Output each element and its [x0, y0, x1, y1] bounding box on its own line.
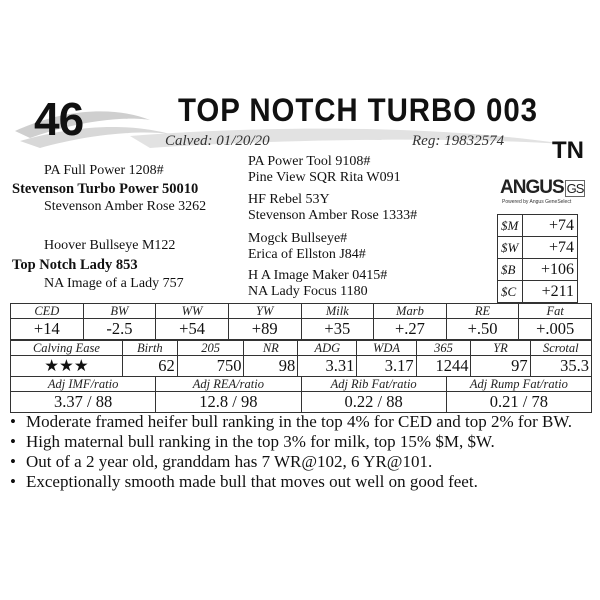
pedigree-sire-sire-dam: Pine View SQR Rita W091 — [248, 170, 401, 185]
epd-header-row — [11, 304, 592, 319]
epd-header: Milk — [301, 304, 374, 319]
epd-value: +.005 — [519, 319, 592, 340]
ultrasound-ratio-table — [10, 376, 592, 413]
pedigree-dam-sire-sire: Mogck Bullseye# — [248, 231, 348, 246]
calved-date: Calved: 01/20/20 — [165, 133, 270, 149]
comments-list — [10, 412, 590, 492]
pedigree-sire: Stevenson Turbo Power 50010 — [12, 181, 199, 197]
pedigree-dam-dam-dam: NA Lady Focus 1180 — [248, 284, 368, 299]
epd-header: Marb — [374, 304, 447, 319]
pedigree-sire-dam: Stevenson Amber Rose 3262 — [44, 199, 207, 214]
angus-logo-main: ANGUS — [500, 177, 564, 198]
comment-text: Moderate framed heifer bull ranking in the top 4% for CED and top 2% for BW. — [26, 412, 573, 431]
performance-header-row — [11, 341, 592, 356]
epd-header: WW — [156, 304, 229, 319]
index-value: +211 — [523, 281, 578, 303]
angus-logo-tagline: Powered by Angus GeneSelect — [502, 199, 572, 205]
pedigree-sire-sire: PA Full Power 1208# — [44, 163, 164, 178]
index-label: $M — [498, 215, 523, 237]
epd-header: BW — [83, 304, 156, 319]
bullet: • — [10, 432, 16, 451]
pedigree-dam: Top Notch Lady 853 — [12, 257, 138, 273]
performance-value: 62 — [122, 356, 177, 377]
pedigree-sire-sire-sire: PA Power Tool 9108# — [248, 154, 371, 169]
animal-name: TOP NOTCH TURBO 003 — [178, 92, 538, 128]
epd-value: +89 — [228, 319, 301, 340]
index-value: +106 — [523, 259, 578, 281]
comment-text: Exceptionally smooth made bull that moves out well on good feet. — [26, 472, 478, 491]
pedigree-sire-dam-sire: HF Rebel 53Y — [248, 192, 330, 207]
angus-logo — [500, 177, 585, 199]
performance-header: ADG — [298, 341, 357, 356]
performance-table — [10, 340, 592, 377]
bullet: • — [10, 472, 16, 491]
bullet: • — [10, 412, 16, 431]
pedigree-dam-dam-sire: H A Image Maker 0415# — [248, 268, 388, 283]
index-value: +74 — [523, 237, 578, 259]
ratio-header-row — [11, 377, 592, 392]
performance-header: NR — [244, 341, 298, 356]
performance-value: 1244 — [416, 356, 471, 377]
ratio-value: 12.8 / 98 — [156, 392, 301, 413]
performance-header: Calving Ease — [11, 341, 123, 356]
index-row — [498, 259, 578, 281]
ratio-value: 3.37 / 88 — [11, 392, 156, 413]
angus-logo-suffix: GS — [566, 181, 584, 196]
comment-item — [10, 412, 590, 432]
index-value: +74 — [523, 215, 578, 237]
ratio-header: Adj IMF/ratio — [11, 377, 156, 392]
index-row — [498, 215, 578, 237]
epd-header: RE — [446, 304, 519, 319]
pedigree-sire-dam-dam: Stevenson Amber Rose 1333# — [248, 208, 418, 223]
pedigree-dam-sire-dam: Erica of Ellston J84# — [248, 247, 366, 262]
ratio-value-row — [11, 392, 592, 413]
epd-value: +14 — [11, 319, 84, 340]
epd-header: CED — [11, 304, 84, 319]
calving-ease-stars: ★★★ — [11, 356, 123, 377]
performance-value-row — [11, 356, 592, 377]
performance-header: WDA — [357, 341, 416, 356]
performance-value: 98 — [244, 356, 298, 377]
epd-value: +.50 — [446, 319, 519, 340]
lot-number: 46 — [34, 93, 84, 145]
index-row — [498, 237, 578, 259]
ratio-header: Adj REA/ratio — [156, 377, 301, 392]
ratio-header: Adj Rib Fat/ratio — [301, 377, 446, 392]
performance-header: Scrotal — [530, 341, 591, 356]
epd-value: +35 — [301, 319, 374, 340]
epd-value-row — [11, 319, 592, 340]
performance-header: YR — [471, 341, 530, 356]
epd-value: +.27 — [374, 319, 447, 340]
ratio-value: 0.22 / 88 — [301, 392, 446, 413]
performance-header: Birth — [122, 341, 177, 356]
comment-item — [10, 472, 590, 492]
epd-header: Fat — [519, 304, 592, 319]
performance-header: 205 — [177, 341, 244, 356]
comment-item — [10, 452, 590, 472]
epd-header: YW — [228, 304, 301, 319]
bullet: • — [10, 452, 16, 471]
ratio-header: Adj Rump Fat/ratio — [446, 377, 591, 392]
epd-value: +54 — [156, 319, 229, 340]
comment-text: High maternal bull ranking in the top 3% for milk, top 15% $M, $W. — [26, 432, 495, 451]
index-label: $C — [498, 281, 523, 303]
epd-value: -2.5 — [83, 319, 156, 340]
performance-value: 35.3 — [530, 356, 591, 377]
ratio-value: 0.21 / 78 — [446, 392, 591, 413]
comment-text: Out of a 2 year old, granddam has 7 WR@102, 6 YR@101. — [26, 452, 433, 471]
state-code: TN — [552, 137, 584, 164]
index-label: $W — [498, 237, 523, 259]
index-row — [498, 281, 578, 303]
epd-table — [10, 303, 592, 340]
performance-value: 3.31 — [298, 356, 357, 377]
index-values-table — [497, 214, 578, 303]
registration-number: Reg: 19832574 — [412, 133, 505, 149]
performance-header: 365 — [416, 341, 471, 356]
performance-value: 3.17 — [357, 356, 416, 377]
comment-item — [10, 432, 590, 452]
pedigree-dam-dam: NA Image of a Lady 757 — [44, 276, 184, 291]
index-label: $B — [498, 259, 523, 281]
performance-value: 97 — [471, 356, 530, 377]
pedigree-dam-sire: Hoover Bullseye M122 — [44, 238, 176, 253]
performance-value: 750 — [177, 356, 244, 377]
